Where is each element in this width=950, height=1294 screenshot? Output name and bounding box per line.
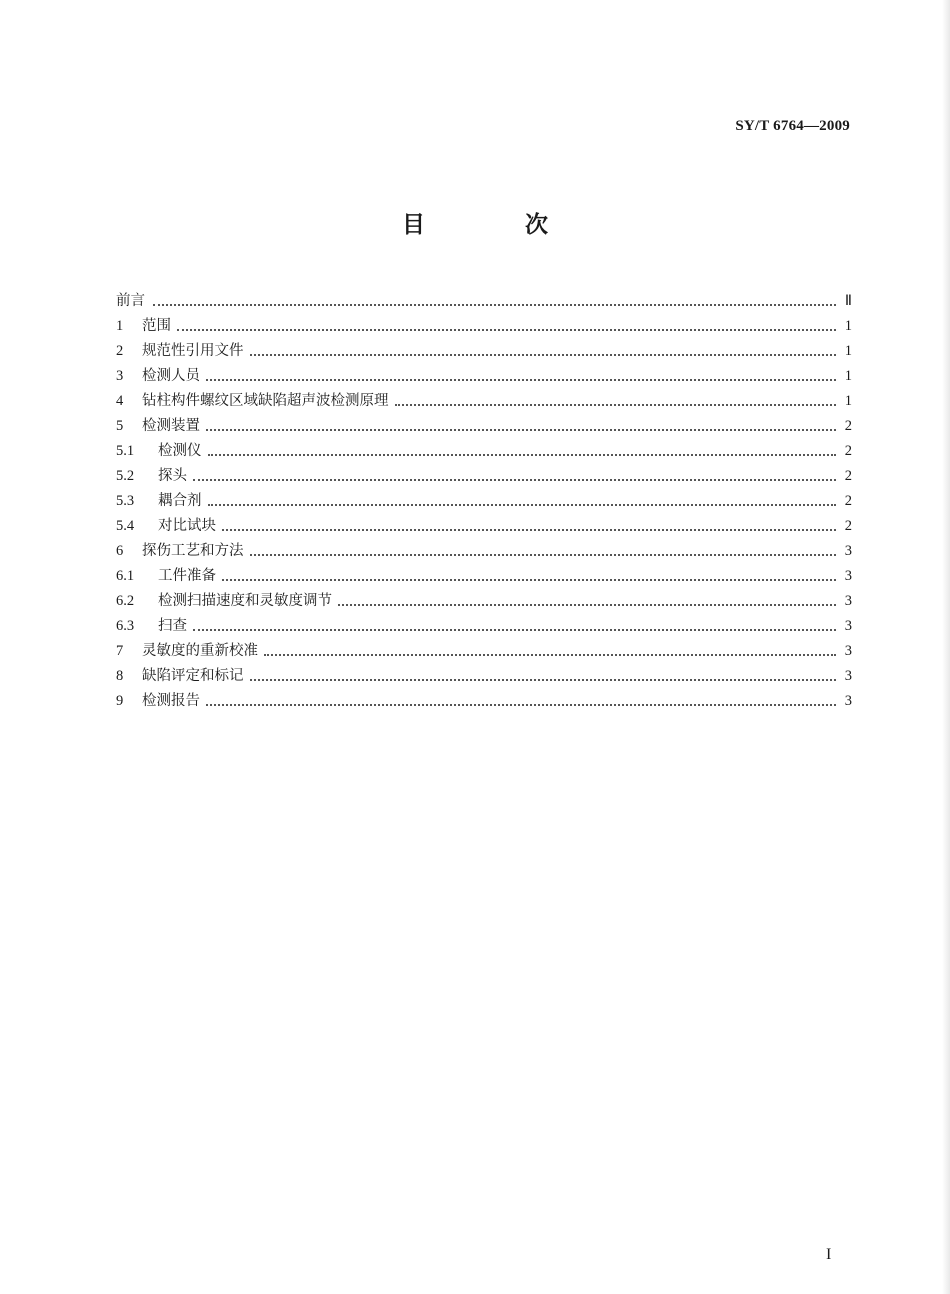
toc-entry-1[interactable]: [116, 311, 852, 336]
toc-entry-number: 1: [116, 318, 124, 334]
toc-entry-title: 灵敏度的重新校准: [142, 643, 258, 659]
toc-entry-7[interactable]: [116, 636, 852, 661]
toc-entry-title: 对比试块: [158, 518, 216, 534]
dot-leader: [250, 679, 837, 681]
dot-leader: [206, 704, 836, 706]
toc-entry-number: 4: [116, 393, 124, 409]
toc-entry-page: 1: [844, 318, 852, 334]
toc-entry-page: 3: [844, 643, 852, 659]
toc-entry-6-3[interactable]: [116, 611, 852, 636]
page-number: I: [826, 1246, 832, 1263]
toc-entry-5-2[interactable]: [116, 461, 852, 486]
dot-leader: [153, 304, 836, 306]
toc-entry-page: 2: [844, 418, 852, 434]
toc-entry-number: 6.1: [116, 568, 135, 584]
toc-entry-number: 5: [116, 418, 124, 434]
toc-entry-title: 范围: [142, 318, 171, 334]
toc-entry-number: 5.4: [116, 518, 135, 534]
dot-leader: [177, 329, 836, 331]
toc-entry-number: 6: [116, 543, 124, 559]
toc-entry-number: 3: [116, 368, 124, 384]
page-title: 目 次: [401, 212, 594, 238]
toc-entry-number: 5.1: [116, 443, 135, 459]
standard-code: SY/T 6764—2009: [735, 118, 850, 134]
toc-entry-foreword[interactable]: [116, 286, 852, 311]
dot-leader: [222, 579, 836, 581]
toc-entry-5-1[interactable]: [116, 436, 852, 461]
dot-leader: [193, 629, 836, 631]
dot-leader: [206, 379, 836, 381]
toc-entry-page: 2: [844, 518, 852, 534]
toc-entry-page: 3: [844, 568, 852, 584]
toc-entry-page: 2: [844, 493, 852, 509]
toc-entry-5-4[interactable]: [116, 511, 852, 536]
dot-leader: [206, 429, 836, 431]
toc-entry-title: 检测装置: [142, 418, 200, 434]
toc-entry-title: 探头: [158, 468, 187, 484]
toc-entry-6[interactable]: [116, 536, 852, 561]
toc-entry-2[interactable]: [116, 336, 852, 361]
toc-entry-number: 2: [116, 343, 124, 359]
toc-entry-page: 1: [844, 368, 852, 384]
toc-entry-5[interactable]: [116, 411, 852, 436]
toc-entry-9[interactable]: [116, 686, 852, 711]
toc-entry-page: 3: [844, 543, 852, 559]
toc-entry-page: 3: [844, 618, 852, 634]
toc-entry-number: 9: [116, 693, 124, 709]
toc-entry-title: 前言: [116, 293, 145, 309]
toc-entry-page: Ⅱ: [844, 293, 852, 309]
table-of-contents: [116, 286, 852, 711]
toc-entry-title: 检测人员: [142, 368, 200, 384]
dot-leader: [193, 479, 836, 481]
dot-leader: [338, 604, 836, 606]
toc-entry-title: 规范性引用文件: [142, 343, 244, 359]
toc-entry-page: 1: [844, 343, 852, 359]
dot-leader: [395, 404, 837, 406]
toc-entry-title: 检测扫描速度和灵敏度调节: [158, 593, 332, 609]
toc-entry-title: 探伤工艺和方法: [142, 543, 244, 559]
toc-entry-number: 5.3: [116, 493, 135, 509]
toc-entry-page: 3: [844, 593, 852, 609]
toc-entry-number: 6.2: [116, 593, 135, 609]
toc-entry-title: 检测报告: [142, 693, 200, 709]
toc-entry-3[interactable]: [116, 361, 852, 386]
dot-leader: [208, 454, 837, 456]
toc-entry-title: 扫查: [158, 618, 187, 634]
toc-entry-number: 6.3: [116, 618, 135, 634]
toc-entry-page: 1: [844, 393, 852, 409]
toc-entry-4[interactable]: [116, 386, 852, 411]
toc-entry-5-3[interactable]: [116, 486, 852, 511]
dot-leader: [250, 354, 837, 356]
dot-leader: [250, 554, 837, 556]
toc-entry-6-1[interactable]: [116, 561, 852, 586]
toc-entry-8[interactable]: [116, 661, 852, 686]
toc-entry-page: 2: [844, 443, 852, 459]
toc-entry-title: 钻柱构件螺纹区域缺陷超声波检测原理: [142, 393, 389, 409]
dot-leader: [222, 529, 836, 531]
toc-entry-page: 2: [844, 468, 852, 484]
toc-entry-title: 缺陷评定和标记: [142, 668, 244, 684]
toc-entry-title: 耦合剂: [158, 493, 202, 509]
toc-entry-title: 工件准备: [158, 568, 216, 584]
dot-leader: [208, 504, 837, 506]
dot-leader: [264, 654, 836, 656]
toc-entry-page: 3: [844, 668, 852, 684]
toc-entry-number: 5.2: [116, 468, 135, 484]
toc-entry-6-2[interactable]: [116, 586, 852, 611]
toc-entry-number: 7: [116, 643, 124, 659]
page-edge-shadow: [942, 0, 950, 1294]
toc-entry-number: 8: [116, 668, 124, 684]
toc-entry-page: 3: [844, 693, 852, 709]
toc-entry-title: 检测仪: [158, 443, 202, 459]
